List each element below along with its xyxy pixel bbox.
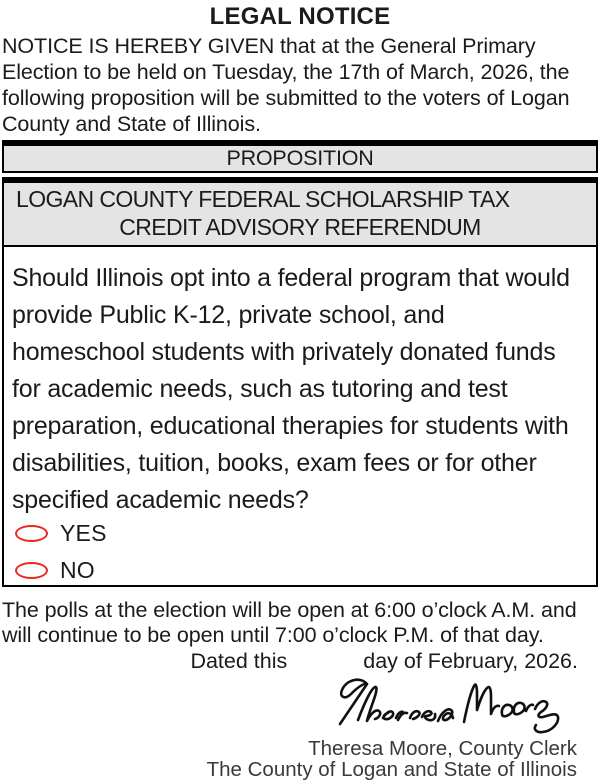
- polls-line: will continue to be open until 7:00 o’clock P.M. of that day.: [2, 623, 544, 647]
- proposition-header-label: PROPOSITION: [226, 146, 374, 170]
- question-line: provide Public K-12, private school, and: [12, 301, 445, 329]
- clerk-name-line: Theresa Moore, County Clerk: [308, 737, 577, 760]
- intro-paragraph: [0, 32, 600, 137]
- proposition-title: [2, 183, 598, 247]
- question-line: disabilities, tuition, books, exam fees or for other: [12, 449, 537, 477]
- intro-line: County and State of Illinois.: [2, 112, 261, 136]
- option-yes[interactable]: [12, 520, 592, 546]
- option-yes-label: YES: [60, 519, 107, 546]
- page-title: LEGAL NOTICE: [209, 3, 391, 30]
- intro-line: following proposition will be submitted to the voters of Logan: [2, 86, 570, 110]
- question-line: specified academic needs?: [12, 486, 309, 514]
- intro-line: NOTICE IS HEREBY GIVEN that at the General Primary: [2, 34, 536, 58]
- proposition-title-line1: LOGAN COUNTY FEDERAL SCHOLARSHIP TAX: [16, 186, 510, 212]
- proposition-header: [2, 146, 598, 173]
- clerk-county-line: The County of Logan and State of Illinois: [206, 758, 577, 781]
- question-line: preparation, educational therapies for students with: [12, 412, 569, 440]
- question-line: Should Illinois opt into a federal program that would: [12, 264, 570, 292]
- ballot-oval-yes-icon[interactable]: [15, 525, 48, 542]
- question-line: homeschool students with privately donated funds: [12, 338, 556, 366]
- proposition-title-line2: CREDIT ADVISORY REFERENDUM: [119, 214, 481, 240]
- signature-image: [330, 674, 570, 734]
- polls-line: The polls at the election will be open at 6:00 o’clock A.M. and: [2, 598, 577, 622]
- dated-prefix: Dated this: [190, 648, 288, 673]
- proposition-table: [2, 140, 598, 587]
- dated-line: [0, 650, 600, 672]
- ballot-oval-no-icon[interactable]: [15, 562, 48, 579]
- option-no[interactable]: [12, 557, 592, 583]
- option-no-label: NO: [60, 556, 95, 583]
- polls-paragraph: [0, 598, 600, 648]
- intro-line: Election to be held on Tuesday, the 17th of March, 2026, the: [2, 60, 570, 84]
- question-text: [12, 260, 592, 519]
- question-box: [2, 247, 598, 587]
- signature-area: [0, 674, 600, 734]
- question-line: for academic needs, such as tutoring and test: [12, 375, 508, 403]
- dated-suffix: day of February, 2026.: [363, 648, 578, 673]
